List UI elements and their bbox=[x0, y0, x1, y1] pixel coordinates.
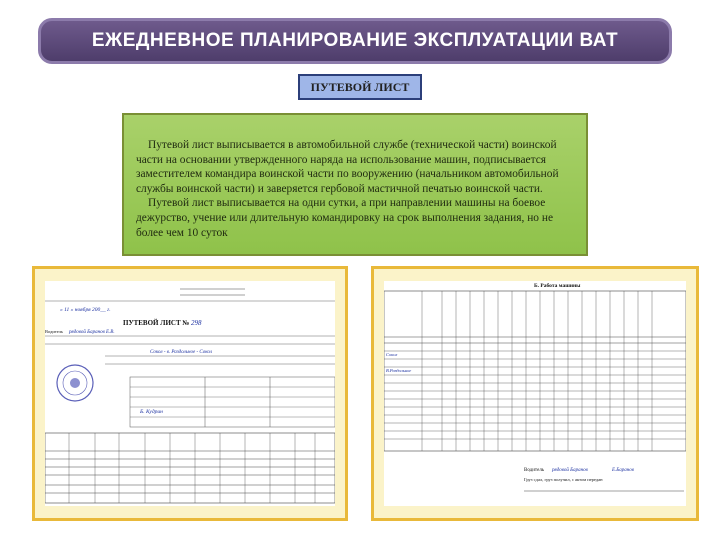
waybill-badge bbox=[298, 74, 422, 100]
waybill-front-image bbox=[32, 266, 348, 521]
description-box bbox=[122, 113, 588, 256]
waybill-front-form bbox=[45, 281, 335, 506]
description-paragraph-2: Путевой лист выписывается на одни сутки, а при направлении машины на боевое дежурство, учение или длительную командировку на срок выполнения задания, но не более чем 10 суток bbox=[136, 197, 553, 239]
waybill-back-sheet bbox=[384, 281, 686, 506]
waybill-heading: ПУТЕВОЙ ЛИСТ № bbox=[123, 319, 190, 327]
description-paragraph-1: Путевой лист выписывается в автомобильной службе (технической части) воинской части на основании утвержденного наряда на использование машин, подписывается заместителем командира воинской части по вооружению (начальником автомобильной службы воинской части) и заверяется гербовой мастичной печатью воинской части. bbox=[136, 139, 559, 195]
back-sign-signature: Е.Баранов bbox=[612, 468, 634, 473]
back-sign-label: Водитель bbox=[524, 468, 545, 473]
back-sign-name: рядовой Баранов bbox=[552, 468, 588, 473]
page-title: ЕЖЕДНЕВНОЕ ПЛАНИРОВАНИЕ ЭКСПЛУАТАЦИИ ВАТ bbox=[91, 30, 619, 51]
waybill-number: 298 bbox=[191, 319, 202, 327]
back-row-1: Сокол bbox=[386, 352, 398, 357]
driver-label: Водитель bbox=[45, 329, 64, 334]
signature-text: Б. Кудрин bbox=[140, 409, 163, 415]
badge-label: ПУТЕВОЙ ЛИСТ bbox=[310, 79, 410, 94]
waybill-front-sheet bbox=[45, 281, 335, 506]
back-row-2: В.Раздольное bbox=[386, 368, 412, 373]
back-heading: Б. Работа машины bbox=[534, 283, 581, 289]
route-text: Сокол - в. Раздольное - Сокол bbox=[150, 350, 212, 355]
waybill-back-image bbox=[371, 266, 699, 521]
back-footer-text: Груз сдал, груз получил, с актом передан bbox=[524, 477, 603, 482]
title-bar bbox=[38, 18, 672, 64]
waybill-date: « 11 » ноября 200__ г. bbox=[60, 307, 111, 313]
waybill-back-form bbox=[384, 281, 686, 506]
driver-name: рядовой Баранов Е.В. bbox=[69, 330, 115, 335]
